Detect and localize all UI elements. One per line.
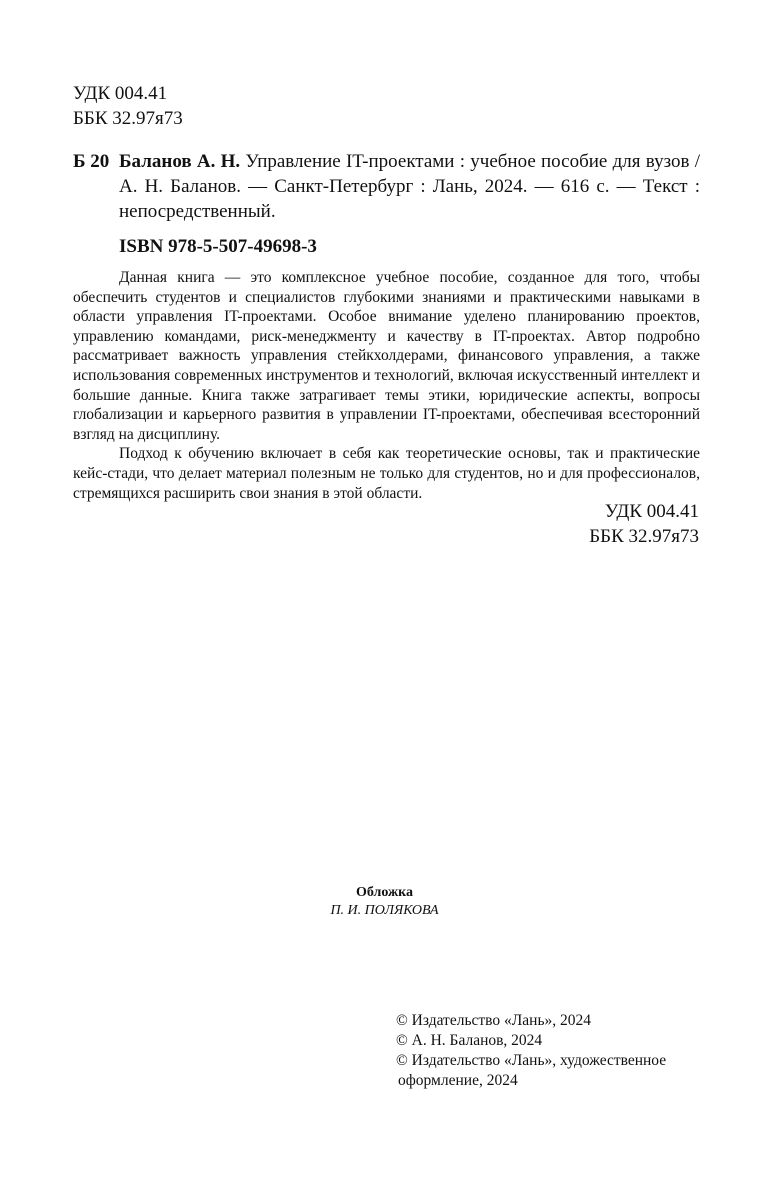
bbk-code: ББК 32.97я73 — [73, 108, 183, 129]
abstract-paragraph: Данная книга — это комплексное учебное пособие, созданное для того, чтобы обеспечить студентов и специалистов глубокими знаниями и практическими навыками в области управления IT-проектами. Особое внимание уделено планированию проектов, управлению командами, риск-менеджменту и качеству в IT-проектах. Автор подробно рассматривает важность управления стейкхолдерами, финансового управления, а также использования современных инструментов и технологий, включая искусственный интеллект и большие данные. Книга также затрагивает темы этики, юридические аспекты, вопросы глобализации и карьерного развития в управлении IT-проектами, обеспечивая всесторонний взгляд на дисциплину. — [73, 269, 700, 443]
author-name: Баланов А. Н. — [119, 151, 241, 172]
cover-credit-label: Обложка — [355, 885, 414, 900]
copyright-line: © А. Н. Баланов, 2024 — [396, 1032, 543, 1049]
catalog-entry — [73, 149, 700, 224]
cover-designer-name: П. И. ПОЛЯКОВА — [330, 903, 439, 918]
cover-credit — [0, 884, 769, 920]
description-text: Управление IT-проектами : учебное пособие для вузов / А. Н. Баланов. — Санкт-Петербург : Лань, 2024. — 616 с. — Текст : непосредственный. — [119, 151, 700, 222]
abstract-paragraph: Подход к обучению включает в себя как теоретические основы, так и практические кейс-стади, что делает материал полезным не только для студентов, но и для профессионалов, стремящихся расширить свои знания в этой области. — [73, 445, 700, 502]
bbk-code: ББК 32.97я73 — [589, 526, 699, 547]
udk-code: УДК 004.41 — [73, 83, 168, 104]
classification-codes-bottom — [589, 499, 699, 549]
classification-codes-top — [73, 81, 183, 131]
copyright-block — [396, 1011, 716, 1091]
copyright-line: оформление, 2024 — [398, 1072, 518, 1089]
isbn: ISBN 978-5-507-49698-3 — [119, 236, 317, 257]
abstract — [73, 268, 700, 503]
bibliographic-description — [119, 149, 700, 224]
copyright-line: © Издательство «Лань», 2024 — [396, 1012, 592, 1029]
author-sign: Б 20 — [73, 151, 110, 172]
copyright-line: © Издательство «Лань», художественное — [396, 1052, 667, 1069]
udk-code: УДК 004.41 — [604, 501, 699, 522]
